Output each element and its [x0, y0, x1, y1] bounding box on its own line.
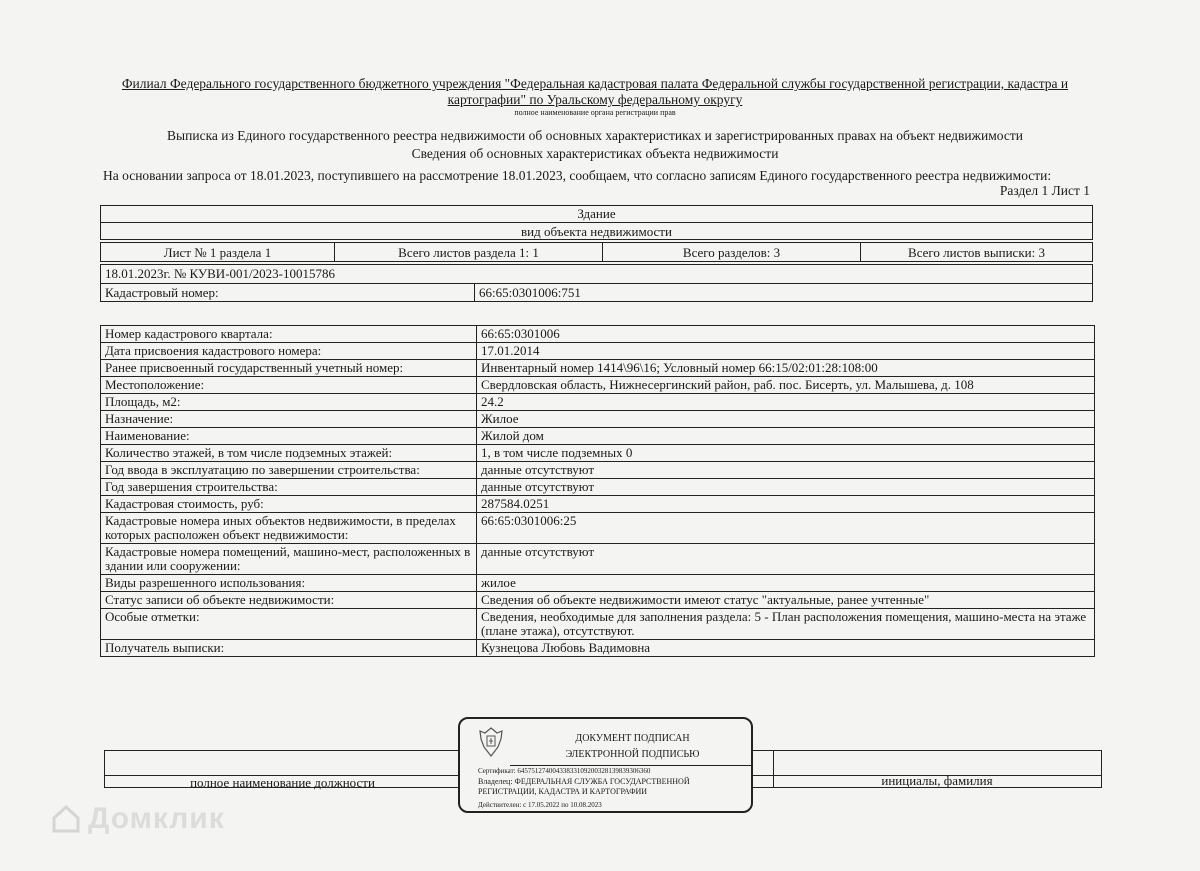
- row-value: 66:65:0301006:25: [477, 513, 1095, 544]
- row-label: Кадастровые номера помещений, машино-мест, расположенных в здании или сооружении:: [101, 544, 477, 575]
- row-label: Получатель выписки:: [101, 640, 477, 657]
- cadastral-label: Кадастровый номер:: [101, 284, 475, 302]
- table-row: [101, 394, 1095, 411]
- table-row: [101, 326, 1095, 343]
- row-value: данные отсутствуют: [477, 544, 1095, 575]
- table-row: [101, 377, 1095, 394]
- row-value: Кузнецова Любовь Вадимовна: [477, 640, 1095, 657]
- characteristics-table: [100, 325, 1095, 657]
- row-value: данные отсутствуют: [477, 462, 1095, 479]
- table-row: [101, 640, 1095, 657]
- certificate-owner: Владелец: ФЕДЕРАЛЬНАЯ СЛУЖБА ГОСУДАРСТВЕННОЙ РЕГИСТРАЦИИ, КАДАСТРА И КАРТОГРАФИИ: [478, 777, 690, 796]
- position-caption: полное наименование должности: [190, 775, 375, 790]
- house-icon: [50, 803, 82, 835]
- row-value: Сведения, необходимые для заполнения раздела: 5 - План расположения помещения, машино-места на этаже (плане этажа), отсутствуют.: [477, 609, 1095, 640]
- row-value: Сведения об объекте недвижимости имеют статус "актуальные, ранее учтенные": [477, 592, 1095, 609]
- table-row: [101, 479, 1095, 496]
- row-label: Номер кадастрового квартала:: [101, 326, 477, 343]
- table-row: [101, 445, 1095, 462]
- row-label: Дата присвоения кадастрового номера:: [101, 343, 477, 360]
- row-label: Кадастровые номера иных объектов недвижимости, в пределах которых расположен объект недвижимости:: [101, 513, 477, 544]
- object-type-box: [100, 205, 1093, 240]
- stamp-line-2: ЭЛЕКТРОННОЙ ПОДПИСЬЮ: [565, 749, 700, 760]
- certificate-number: Сертификат: 64575127400433833109200328139839306360: [478, 767, 651, 775]
- name-caption: инициалы, фамилия: [881, 773, 993, 788]
- row-label: Количество этажей, в том числе подземных этажей:: [101, 445, 477, 462]
- table-row: [101, 609, 1095, 640]
- row-value: 24.2: [477, 394, 1095, 411]
- record-number: 18.01.2023г. № КУВИ-001/2023-10015786: [101, 265, 1092, 284]
- row-value: Жилое: [477, 411, 1095, 428]
- document-subtitle: Сведения об основных характеристиках объекта недвижимости: [411, 146, 779, 161]
- row-label: Кадастровая стоимость, руб:: [101, 496, 477, 513]
- object-type: Здание: [101, 206, 1092, 223]
- row-label: Наименование:: [101, 428, 477, 445]
- table-row: [101, 428, 1095, 445]
- coat-of-arms-icon: [474, 725, 508, 759]
- basis-statement: На основании запроса от 18.01.2023, поступившего на рассмотрение 18.01.2023, сообщаем, что согласно записям Единого государственного реестра недвижимости:: [103, 168, 1052, 183]
- organization-caption: полное наименование органа регистрации прав: [514, 108, 676, 117]
- row-value: 1, в том числе подземных 0: [477, 445, 1095, 462]
- sheets-info: [100, 242, 1093, 262]
- row-label: Год ввода в эксплуатацию по завершении строительства:: [101, 462, 477, 479]
- row-label: Местоположение:: [101, 377, 477, 394]
- row-value: данные отсутствуют: [477, 479, 1095, 496]
- row-value: 66:65:0301006: [477, 326, 1095, 343]
- row-label: Виды разрешенного использования:: [101, 575, 477, 592]
- row-value: Жилой дом: [477, 428, 1095, 445]
- row-label: Площадь, м2:: [101, 394, 477, 411]
- document-title: Выписка из Единого государственного реестра недвижимости об основных характеристиках и зарегистрированных правах на объект недвижимости: [167, 128, 1023, 143]
- row-label: Особые отметки:: [101, 609, 477, 640]
- table-row: [101, 360, 1095, 377]
- row-value: жилое: [477, 575, 1095, 592]
- row-value: 17.01.2014: [477, 343, 1095, 360]
- row-label: Ранее присвоенный государственный учетный номер:: [101, 360, 477, 377]
- sheets-total: Всего листов выписки: 3: [908, 245, 1045, 260]
- sheet-number: Лист № 1 раздела 1: [101, 243, 335, 261]
- sections-total: Всего разделов: 3: [603, 243, 861, 261]
- row-label: Год завершения строительства:: [101, 479, 477, 496]
- table-row: [101, 513, 1095, 544]
- row-value: 287584.0251: [477, 496, 1095, 513]
- sheets-in-section: Всего листов раздела 1: 1: [335, 243, 603, 261]
- table-row: [101, 575, 1095, 592]
- stamp-line-1: ДОКУМЕНТ ПОДПИСАН: [575, 733, 690, 744]
- watermark: [50, 802, 225, 836]
- watermark-text: Домклик: [88, 802, 225, 835]
- object-type-caption: вид объекта недвижимости: [521, 224, 672, 239]
- cadastral-value: 66:65:0301006:751: [479, 285, 581, 300]
- table-row: [101, 544, 1095, 575]
- electronic-signature-stamp: [458, 717, 753, 813]
- identification-box: [100, 264, 1093, 302]
- table-row: [101, 343, 1095, 360]
- row-label: Назначение:: [101, 411, 477, 428]
- table-row: [101, 592, 1095, 609]
- table-row: [101, 462, 1095, 479]
- section-label: Раздел 1 Лист 1: [999, 183, 1090, 198]
- row-label: Статус записи об объекте недвижимости:: [101, 592, 477, 609]
- table-row: [101, 411, 1095, 428]
- organization-name: Филиал Федерального государственного бюджетного учреждения "Федеральная кадастровая палата Федеральной службы государственной регистрации, кадастра и картографии" по Уральскому федеральному округу: [121, 76, 1069, 107]
- row-value: Инвентарный номер 1414\96\16; Условный номер 66:15/02:01:28:108:00: [477, 360, 1095, 377]
- row-value: Свердловская область, Нижнесергинский район, раб. пос. Бисерть, ул. Малышева, д. 108: [477, 377, 1095, 394]
- certificate-validity: Действителен: с 17.05.2022 по 10.08.2023: [478, 801, 602, 809]
- table-row: [101, 496, 1095, 513]
